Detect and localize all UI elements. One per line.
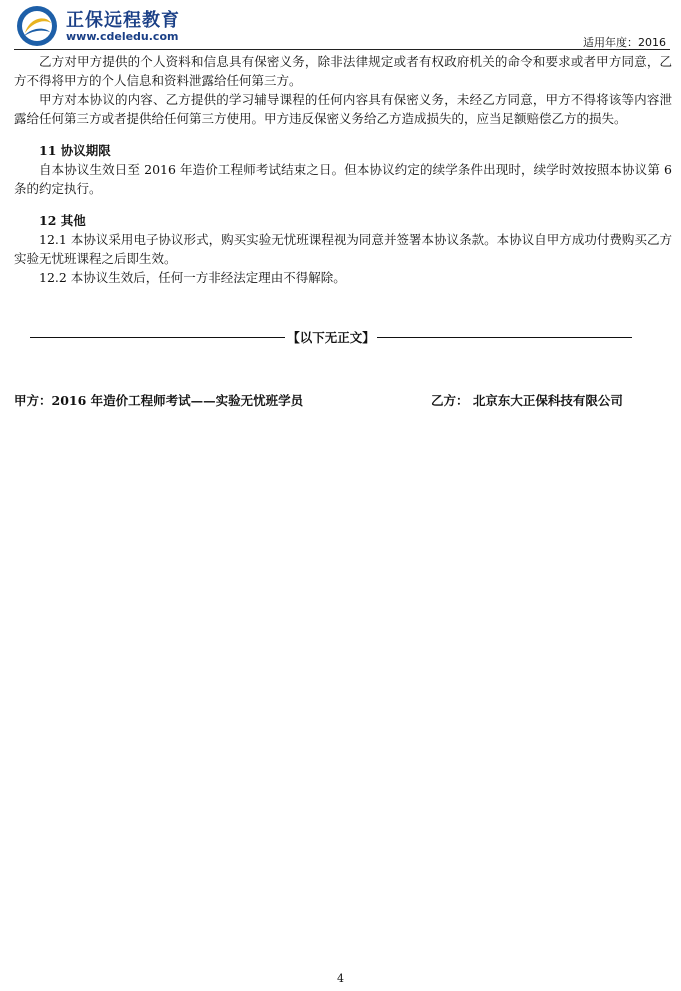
page-number: 4 bbox=[337, 972, 344, 985]
agreement-body bbox=[14, 52, 672, 287]
brand-url: www.cdeledu.com bbox=[66, 30, 179, 43]
brand-name: 正保远程教育 bbox=[66, 10, 180, 31]
end-of-text-marker bbox=[30, 329, 632, 345]
brand-logo-icon bbox=[16, 5, 58, 47]
section-11-title: 11 协议期限 bbox=[39, 143, 111, 158]
confidentiality-paragraph-2: 甲方对本协议的内容、乙方提供的学习辅导课程的任何内容具有保密义务，未经乙方同意，甲方不得将该等内容泄露给任何第三方或者提供给任何第三方使用。甲方违反保密义务给乙方造成损失的，应当足额赔偿乙方的损失。 bbox=[14, 92, 672, 126]
section-12-title: 12 其他 bbox=[39, 213, 86, 228]
end-rule-left bbox=[30, 337, 285, 338]
signature-block bbox=[14, 391, 664, 409]
page-header bbox=[14, 4, 670, 48]
clause-12-1: 12.1 本协议采用电子协议形式，购买实验无忧班课程视为同意并签署本协议条款。本协议自甲方成功付费购买乙方实验无忧班课程之后即生效。 bbox=[14, 232, 672, 266]
confidentiality-paragraph-1: 乙方对甲方提供的个人资料和信息具有保密义务，除非法律规定或者有权政府机关的命令和要求或者甲方同意，乙方不得将甲方的个人信息和资料泄露给任何第三方。 bbox=[14, 54, 672, 88]
section-11-text: 自本协议生效日至 2016 年造价工程师考试结束之日。但本协议约定的续学条件出现时，续学时效按照本协议第 6 条的约定执行。 bbox=[14, 162, 672, 196]
party-a-label: 甲方：2016 年造价工程师考试——实验无忧班学员 bbox=[14, 393, 304, 408]
applicable-year: 适用年度：2016 bbox=[583, 36, 666, 49]
end-of-text-label: 【以下无正文】 bbox=[287, 330, 375, 345]
clause-12-2: 12.2 本协议生效后，任何一方非经法定理由不得解除。 bbox=[39, 270, 346, 285]
header-divider bbox=[14, 49, 670, 50]
end-rule-right bbox=[377, 337, 632, 338]
party-b-label: 乙方： 北京东大正保科技有限公司 bbox=[431, 393, 623, 408]
